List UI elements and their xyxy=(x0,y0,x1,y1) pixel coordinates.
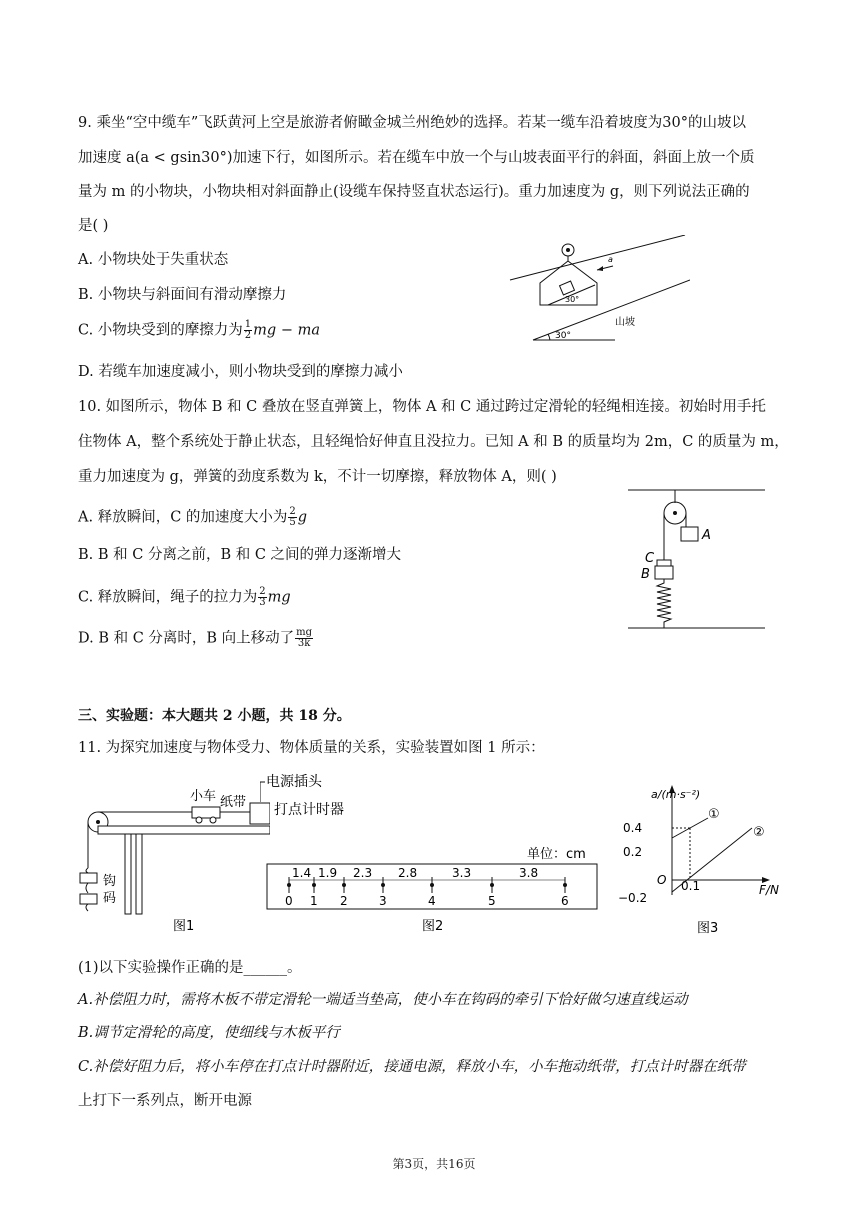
q11-apparatus-figure xyxy=(70,770,270,940)
q11-graph-figure xyxy=(615,780,805,940)
q11-apparatus-labels xyxy=(260,770,370,820)
q11-plug-label: 电源插头 xyxy=(266,774,322,790)
q11-hook-label-1: 钩 xyxy=(103,874,117,889)
q10-option-c-text: C. 释放瞬间，绳子的拉力为 xyxy=(78,589,258,606)
q9-option-d: D. 若缆车加速度减小，则小物块受到的摩擦力减小 xyxy=(78,364,403,380)
q9-option-b: B. 小物块与斜面间有滑动摩擦力 xyxy=(78,287,287,303)
fraction-numerator: 2 xyxy=(259,586,266,597)
q11-hook-label-2: 码 xyxy=(103,891,117,906)
q9-cable-car-figure xyxy=(505,235,690,347)
q11-graph-line1-label: ① xyxy=(708,807,720,822)
q9-option-c-fraction xyxy=(244,320,252,341)
tape-segment: 3.8 xyxy=(519,866,539,880)
q11-fig1-caption: 图1 xyxy=(173,919,195,934)
fraction-denominator: 3 xyxy=(259,597,266,608)
q9-line1: 9. 乘坐“空中缆车”飞跃黄河上空是旅游者俯瞰金城兰州绝妙的选择。若某一缆车沿着坡度为30°的山坡以 xyxy=(78,115,746,131)
tape-point: 2 xyxy=(340,894,348,908)
q11-tape-unit: 单位：cm xyxy=(527,847,586,862)
q11-tape-label: 纸带 xyxy=(220,795,247,810)
q10-option-d xyxy=(78,628,314,649)
tape-segment: 2.8 xyxy=(398,866,418,880)
tape-segment: 1.4 xyxy=(292,866,312,880)
tape-segment: 2.3 xyxy=(353,866,373,880)
tape-segment: 3.3 xyxy=(452,866,472,880)
q11-graph-ytick: 0.4 xyxy=(623,821,643,835)
q9-line3: 量为 m 的小物块，小物块相对斜面静止(设缆车保持竖直状态运行)。重力加速度为 g，则下列说法正确的 xyxy=(78,184,750,200)
q9-slope-label: 山坡 xyxy=(615,317,635,328)
q10-pulley-spring-figure xyxy=(620,485,770,635)
q11-graph-origin: O xyxy=(657,873,667,887)
q9-option-c xyxy=(78,320,320,341)
q10-option-a xyxy=(78,507,307,528)
q11-graph-xlabel: F/N xyxy=(759,883,779,897)
q9-option-c-expr: mg − ma xyxy=(253,322,320,339)
q10-option-a-fraction xyxy=(288,507,296,528)
q10-option-c-expr: mg xyxy=(267,589,291,606)
q10-block-b-label: B xyxy=(641,567,650,582)
q11-fig3-caption: 图3 xyxy=(697,921,719,936)
q11-option-c-line1: C.补偿好阻力后，将小车停在打点计时器附近，接通电源，释放小车，小车拖动纸带，打点计时器在纸带 xyxy=(78,1059,746,1075)
tape-point: 5 xyxy=(488,894,496,908)
q9-option-c-text: C. 小物块受到的摩擦力为 xyxy=(78,322,243,339)
q9-box-angle-label: 30° xyxy=(565,295,580,304)
tape-point: 1 xyxy=(310,894,318,908)
q11-option-b: B.调节定滑轮的高度，使细线与木板平行 xyxy=(78,1025,340,1041)
q11-option-a: A.补偿阻力时，需将木板不带定滑轮一端适当垫高，使小车在钩码的牵引下恰好做匀速直线运动 xyxy=(78,992,688,1008)
q9-slope-angle-label: 30° xyxy=(555,331,571,341)
q11-car-label: 小车 xyxy=(190,789,217,804)
q11-timer-label: 打点计时器 xyxy=(274,802,344,818)
q10-block-c-label: C xyxy=(645,551,655,566)
q10-option-a-unit: g xyxy=(297,509,308,526)
tape-point: 3 xyxy=(379,894,387,908)
q10-option-c xyxy=(78,587,291,608)
q11-line1: 11. 为探究加速度与物体受力、物体质量的关系，实验装置如图 1 所示： xyxy=(78,740,545,756)
q11-graph-xtick: 0.1 xyxy=(681,879,701,893)
q9-acceleration-label: a xyxy=(608,255,613,264)
q10-option-a-text: A. 释放瞬间，C 的加速度大小为 xyxy=(78,509,288,526)
q11-graph-line2-label: ② xyxy=(753,825,765,840)
q10-line3: 重力加速度为 g，弹簧的劲度系数为 k，不计一切摩擦，释放物体 A，则( ) xyxy=(78,469,557,485)
q10-block-a-label: A xyxy=(702,528,711,543)
q10-line1: 10. 如图所示，物体 B 和 C 叠放在竖直弹簧上，物体 A 和 C 通过跨过定滑轮的轻绳相连接。初始时用手托 xyxy=(78,399,766,415)
q9-line4: 是( ) xyxy=(78,218,109,234)
q11-fig2-caption: 图2 xyxy=(422,919,444,934)
fraction-denominator: 3k xyxy=(297,638,311,649)
tape-point: 6 xyxy=(561,894,569,908)
q11-graph-ytick: 0.2 xyxy=(623,845,643,859)
q11-graph-ytick: −0.2 xyxy=(618,891,648,905)
q10-option-d-fraction xyxy=(295,628,313,649)
q9-option-a: A. 小物块处于失重状态 xyxy=(78,252,229,268)
section-heading: 三、实验题：本大题共 2 小题，共 18 分。 xyxy=(78,708,351,724)
q10-line2: 住物体 A，整个系统处于静止状态，且轻绳恰好伸直且没拉力。已知 A 和 B 的质量均为 2m，C 的质量为 m， xyxy=(78,434,789,450)
tape-segment: 1.9 xyxy=(318,866,338,880)
q11-sub1: (1)以下实验操作正确的是______。 xyxy=(78,960,302,976)
q10-option-b: B. B 和 C 分离之前，B 和 C 之间的弹力逐渐增大 xyxy=(78,547,402,563)
q10-option-c-fraction xyxy=(258,587,266,608)
fraction-numerator: 1 xyxy=(244,319,252,330)
q11-graph-ylabel: a/(m·s⁻²) xyxy=(651,788,701,801)
q10-option-d-text: D. B 和 C 分离时，B 向上移动了 xyxy=(78,630,295,647)
fraction-numerator: 2 xyxy=(289,506,296,517)
fraction-denominator: 2 xyxy=(244,330,252,341)
q11-option-c-line2: 上打下一系列点，断开电源 xyxy=(78,1093,252,1109)
page-footer: 第3页，共16页 xyxy=(392,1157,476,1171)
fraction-numerator: mg xyxy=(296,627,313,638)
q11-tape-figure xyxy=(262,840,612,940)
tape-point: 0 xyxy=(285,894,293,908)
fraction-denominator: 5 xyxy=(289,517,296,528)
q9-line2: 加速度 a(a < gsin30°)加速下行，如图所示。若在缆车中放一个与山坡表面平行的斜面，斜面上放一个质 xyxy=(78,150,755,166)
tape-point: 4 xyxy=(428,894,436,908)
